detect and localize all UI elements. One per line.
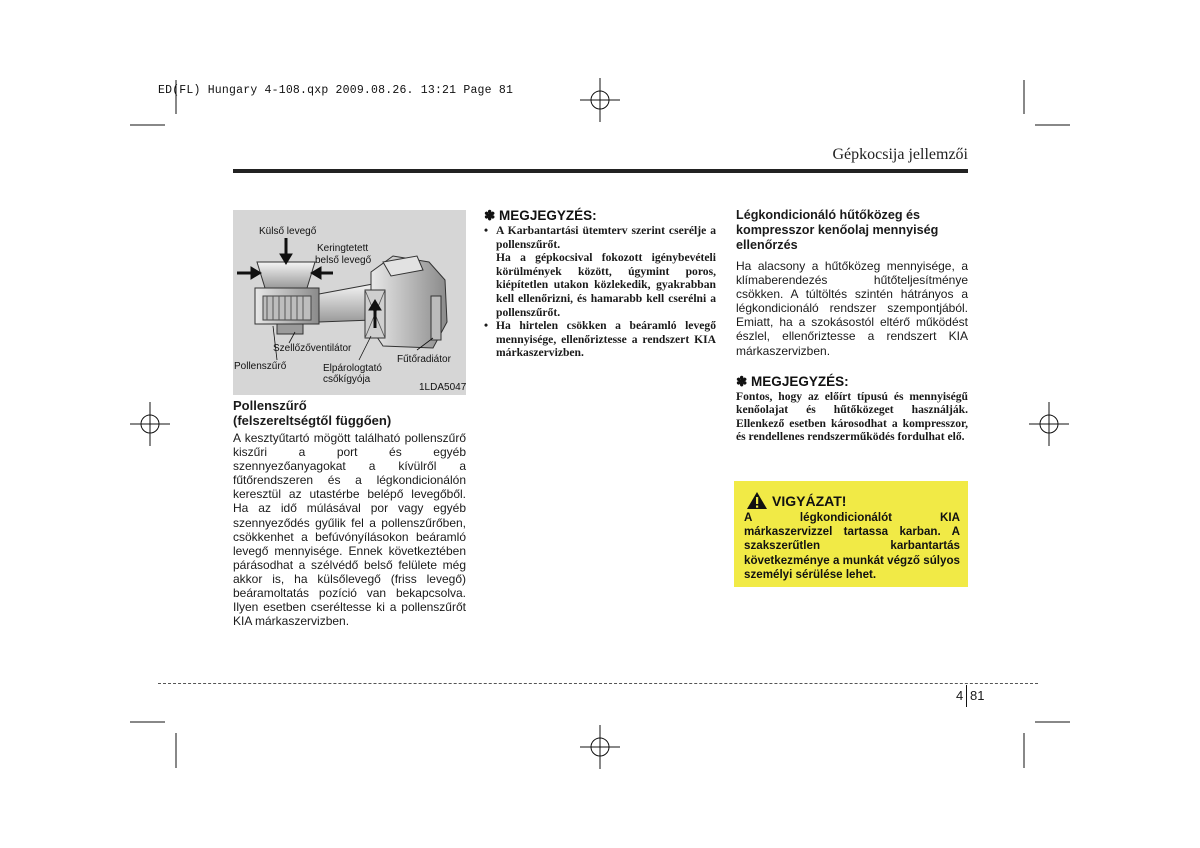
caution-box: [734, 481, 968, 587]
note-bullet-1: [484, 224, 716, 319]
bullet-2-text: Ha hirtelen csökken a beáramló levegő mennyisége, ellenőriztesse a rendszert KIA márkaszervizben.: [496, 319, 716, 360]
heading-felszereltseg: (felszereltségtől függően): [233, 413, 392, 428]
figure-code: 1LDA5047: [419, 382, 467, 393]
note-title-1: ✽ MEGJEGYZÉS:: [484, 208, 597, 223]
chapter-title: Gépkocsija jellemzői: [832, 146, 968, 163]
caution-body: A légkondicionálót KIA márkaszervizzel tartassa karban. A szakszerűtlen karbantartás következménye a munkát végző súlyos személyi sérülése lehet.: [744, 511, 960, 581]
label-keringtetett-2: belső levegő: [315, 255, 372, 266]
hvac-figure: [233, 210, 466, 395]
footer-dashed-rule: [158, 683, 1038, 684]
bullet-1-line-2: Ha a gépkocsival fokozott igénybevételi körülmények között, úgymint poros, kiépítetlen utakon közlekedik, gyakrabban kell ellenőrizni, és hamarabb kell cserélni a pollenszűrőt.: [496, 251, 716, 319]
caution-title: VIGYÁZAT!: [772, 493, 847, 509]
column-note-1: [484, 208, 716, 360]
warning-triangle-icon: [746, 491, 768, 510]
bullet-mark: •: [484, 224, 489, 237]
page-number-separator: [966, 685, 967, 707]
note-body-2: Fontos, hogy az előírt típusú és mennyiségű kenőolajat és hűtőközeget használják. Ellenkező esetben károsodhat a kompresszor, és rendellenes rendszerműködés fordulhat elő.: [736, 389, 968, 444]
bullet-mark: •: [484, 319, 489, 333]
heading-pollenszuro: Pollenszűrő: [233, 398, 307, 413]
registration-mark-bottom: [580, 725, 620, 769]
label-futoradiator: Fűtőradiátor: [397, 354, 451, 365]
refrigerant-body: Ha alacsony a hűtőközeg mennyisége, a klímaberendezés hűtőteljesítménye csökken. A túltöltés szintén hátrányos a légkondicionáló rendszer szempontjából. Emiatt, ha a szokásostól eltérő működést észlel, ellenőriztesse a rendszert KIA márkaszervizben.: [736, 259, 968, 358]
print-header: ED(FL) Hungary 4-108.qxp 2009.08.26. 13:21 Page 81: [158, 84, 514, 97]
label-pollenszuro: Pollenszűrő: [234, 361, 287, 372]
header-rule: [233, 169, 968, 173]
column-pollen-filter: [233, 398, 466, 628]
note-bullet-2: [484, 319, 716, 360]
registration-mark-right: [1029, 402, 1069, 446]
pollen-filter-body: A kesztyűtartó mögött található pollenszűrő kiszűri a port és egyéb szennyezőanyagokat a kívülről a fűtőrendszeren és a légkondicionálón keresztül az utastérbe belépő levegőből. Ha az idő múlásával por vagy egyéb szennyeződés gyűlik fel a pollenszűrőben, csökkenhet a befúvónyílásokon beáramló levegő mennyisége. Ennek következtében párásodhat a szélvédő belső felülete még akkor is, ha külsőlevegő (friss levegő) beáramoltatás pozíció van bekapcsolva. Ilyen esetben cseréltesse ki a pollenszűrőt KIA márkaszervizben.: [233, 431, 466, 629]
registration-mark-left: [130, 402, 170, 446]
chapter-number: 4: [956, 688, 964, 703]
column-refrigerant: [736, 208, 968, 444]
page-number: 81: [970, 688, 985, 703]
registration-mark-top: [580, 78, 620, 122]
label-szellozoventilator: Szellőzőventilátor: [273, 343, 352, 354]
label-keringtetett-1: Keringtetett: [317, 243, 369, 254]
label-elparologtato-2: csőkígyója: [323, 374, 371, 385]
heading-refrigerant: Légkondicionáló hűtőközeg és kompresszor kenőolaj mennyiség ellenőrzés: [736, 208, 939, 252]
note-title-2: ✽ MEGJEGYZÉS:: [736, 373, 849, 389]
label-elparologtato-1: Elpárologtató: [323, 363, 382, 374]
bullet-1-line-1: A Karbantartási ütemterv szerint cserélje a pollenszűrőt.: [496, 224, 716, 251]
label-kulso-levego: Külső levegő: [259, 226, 317, 237]
